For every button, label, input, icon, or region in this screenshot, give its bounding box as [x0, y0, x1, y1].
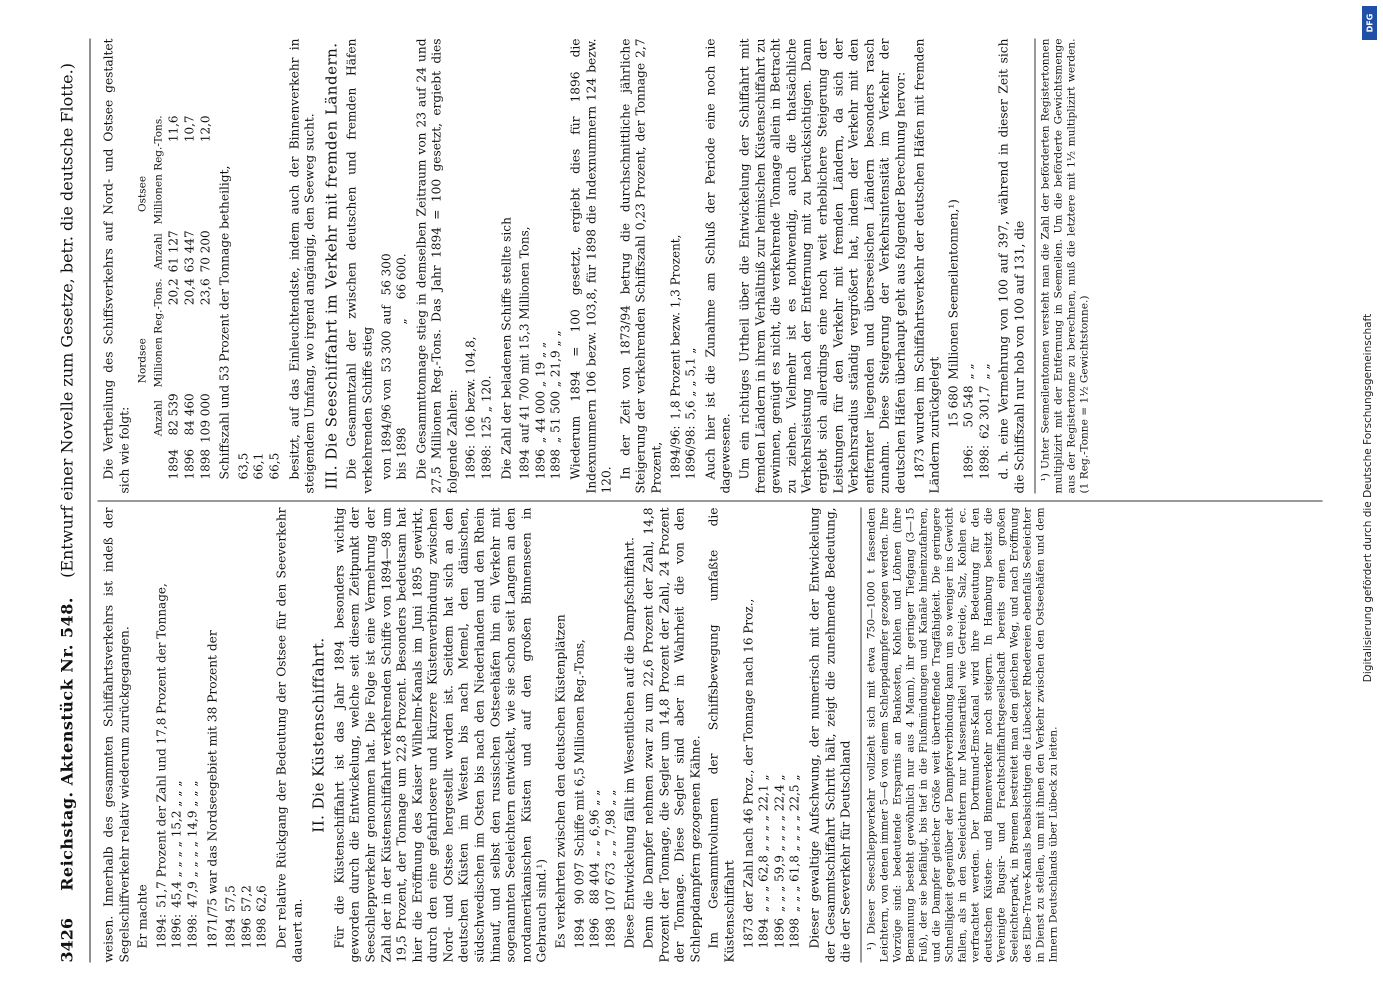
table-header-row	[136, 109, 152, 479]
paragraph: Die Zahl der beladenen Schiffe stellte sich	[499, 217, 514, 480]
header-rule	[90, 39, 91, 963]
table-cell: 62,6	[254, 885, 269, 912]
table-cell: 61 127	[166, 230, 181, 273]
table-cell: 88 404	[587, 862, 602, 905]
table-cell: 57,5	[223, 885, 238, 912]
table-cell: 107 673	[603, 862, 618, 912]
table-cell: 1894	[166, 448, 181, 480]
table-cell: 66 600.	[394, 253, 409, 300]
column-head-nordsee: Nordsee	[136, 338, 149, 384]
total-ships-table	[379, 247, 410, 479]
table-row	[668, 229, 684, 480]
table-cell: 51,7 Prozent der Zahl und 17,8 Prozent der Tonnage,	[154, 583, 169, 908]
nord-ostsee-table	[136, 109, 214, 479]
table-row	[224, 879, 240, 948]
table-cell: 1894	[223, 917, 238, 949]
table-cell: „ „ 6,96 „ „	[587, 789, 602, 857]
paragraph: Die Vertheilung des Schiffsverkehrs auf Nord- und Ostsee gestaltet sich wie folgt:	[101, 38, 132, 494]
table-cell: 1894:	[154, 913, 169, 949]
paragraph: Dieser gewaltige Aufschwung, der numerisch mit der Entwickelung der Gesammtschiffahrt Schritt hält, zeigt die zunehmende Bedeutung, die der Seeverkehr für Deutschland	[807, 507, 853, 963]
index-table	[464, 330, 495, 479]
table-row	[946, 193, 962, 479]
table-cell: „ „	[961, 363, 976, 380]
table-cell: 1896	[239, 917, 254, 949]
running-header	[58, 39, 88, 963]
paragraph: 1871/75 war das Nordseegebiet mit 38 Prozent der	[205, 630, 220, 949]
footnote	[1034, 39, 1091, 494]
table-cell: 1898	[548, 448, 563, 480]
coastal-share-table	[741, 593, 803, 949]
table-cell: 63 447	[182, 230, 197, 273]
paragraph: Auch hier ist die Zunahme am Schluß der Periode eine noch nie dagewesene.	[703, 38, 733, 494]
table-cell: 1898:	[977, 444, 992, 480]
table-cell: 66,5	[267, 452, 282, 480]
table-row	[182, 109, 198, 479]
paragraph: Im Gesammtvolumen der Schiffsbewegung umfaßte die Küstenschiffahrt	[706, 507, 737, 963]
running-subtitle: (Entwurf einer Novelle zum Gesetze, betr. die deutsche Flotte.)	[57, 63, 77, 578]
column-head-tons: Millionen Reg.-Tons.	[152, 115, 165, 225]
paragraph: Die Gesammtzahl der zwischen deutschen und fremden Häfen verkehrenden Schiffe stieg	[344, 38, 375, 494]
growth-table	[668, 229, 699, 480]
table-cell: 1898:	[479, 444, 494, 480]
document-page	[0, 1, 1383, 1001]
paragraph: Wiederum 1894 = 100 gesetzt, ergiebt dies für 1896 die Indexnummern 106 bezw. 103,8, für 1898 die Indexnummern 124 bezw. 120.	[568, 38, 614, 494]
coastal-traffic-table	[572, 633, 619, 948]
table-cell: 1894	[517, 448, 532, 480]
table-cell: 106 bezw. 104,8,	[463, 336, 478, 439]
table-cell: „	[394, 318, 409, 325]
table-cell: 90 097	[572, 862, 587, 905]
table-row	[684, 229, 700, 480]
digitization-note: Digitalisierung gefördert durch die Deutsche Forschungsgemeinschaft	[1362, 313, 1374, 683]
table-cell: 1896	[533, 448, 548, 480]
table-cell: Millionen Seemeilentonnen,¹)	[946, 199, 961, 380]
paragraph: Schiffszahl und 53 Prozent der Tonnage betheiligt,	[217, 165, 232, 480]
table-cell: 125 „ 120.	[479, 375, 494, 439]
column-head-ostsee: Ostsee	[136, 175, 149, 212]
table-cell: 1898:	[185, 913, 200, 949]
table-cell: von 1894/96 von	[379, 378, 393, 480]
table-cell: 1896:	[961, 444, 976, 480]
table-cell: 5,6 „ „ 5,1 „	[683, 347, 698, 420]
table-cell	[136, 443, 152, 480]
table-row	[185, 577, 201, 948]
table-cell	[395, 325, 411, 373]
table-cell: Schiffe mit 6,5 Millionen Reg.-Tons,	[572, 639, 587, 857]
table-cell: 1898	[198, 448, 213, 480]
page-content	[58, 39, 1323, 963]
table-row	[239, 879, 255, 948]
paragraph: weisen. Innerhalb des gesammten Schiffahrtsverkehrs ist indeß der Segelschiffverkehr relativ wiederum zurückgegangen.	[101, 507, 132, 963]
table-cell: 45,4 „ „ „ „ 15,2 „ „ „	[169, 780, 184, 908]
columns	[102, 39, 1323, 963]
table-cell: „ „ 7,98 „ „	[603, 789, 618, 857]
table-cell: bis 1898	[394, 427, 409, 480]
table-cell: 1896	[587, 917, 602, 949]
table-cell: 11,6	[166, 115, 181, 143]
table-row	[962, 193, 978, 479]
table-row	[533, 220, 549, 479]
table-cell: 50 548	[961, 385, 976, 428]
table-row	[977, 193, 993, 479]
table-cell: „ „ „ 61,8 „ „ „ „ 22,5 „	[787, 774, 802, 912]
table-row	[395, 247, 411, 479]
page-number: 3426	[57, 917, 77, 963]
footnote-text: ¹) Dieser Seeschleppverkehr vollzieht sich mit etwa 750—1000 t fassenden Leichtern, von denen immer 5—6 von einem Schleppdampfer gezogen werden. Ihre Vorzüge sind: bedeutende Ersparnis an Bankosten, Kohlen und Löhnen (ihre Bemannung besteht gewöhnlich nur aus 4 Mann), ihr geringer Tiefgang (3—15 Fuß), der sie befähigt, bis tief in die Flußmündungen und Kanäle hineinzufahren, und die Dampfer gleicher Größe weit übertreffende Tragfähigkeit. Die geringere Schnelligkeit gegenüber der Dampferverbindung kann um so weniger ins Gewicht fallen, als in den Seeleichtern nur Massenartikel wie Getreide, Salz, Kohlen ec. verfrachtet werden. Der Dortmund-Ems-Kanal wird ihre Bedeutung für den deutschen Küsten- und Binnenverkehr noch steigern. In Hamburg besitzt die Vereinigte Bugsir- und Frachtschiffahrtsgesellschaft bereits einen großen Seeleichterpark, in Bremen bestreitet man den gleichen Weg, und nach Eröffnung des Elbe-Trave-Kanals beabsichtigen die Lübecker Rhedereien ebenfalls Seeleichter in Dienst zu stellen, um mit ihnen den Verkehr zwischen den Ostseehäfen und dem Innern Deutschlands über Lübeck zu leiten.	[865, 507, 1060, 963]
table-row	[267, 447, 283, 480]
table-row	[757, 593, 773, 949]
table-cell: „ „ „ 59,9 „ „ „ „ 22,4 „	[772, 774, 787, 912]
share-table	[154, 577, 201, 948]
table-cell: 57,2	[239, 885, 254, 912]
table-cell: 1896	[182, 448, 197, 480]
paragraph: Denn die Dampfer nehmen zwar zu um 22,6 Prozent der Zahl, 14,8 Prozent der Tonnage, die Segler um 14,8 Prozent der Zahl, 24 Prozent der Tonnage. Diese Segler sind aber in Wahrheit die von den Schleppdampfern gezogenen Kähne.	[641, 507, 703, 963]
table-cell: 23,6	[198, 278, 213, 306]
side-credit	[1356, 8, 1380, 992]
table-row	[154, 577, 170, 948]
table-cell: 62 301,7	[977, 385, 992, 439]
table-cell: 82 539	[166, 393, 181, 436]
running-title: Reichstag. Aktenstück Nr. 548.	[57, 597, 77, 891]
left-column	[102, 508, 1323, 963]
table-cell: 1898	[254, 917, 269, 949]
table-row	[772, 593, 788, 949]
table-cell: 20,4	[182, 278, 197, 306]
paragraph: besitzt, auf das Einleuchtendste, indem auch der Binnenverkehr in steigendem Umfang, wo irgend angängig, den Seeweg sucht.	[287, 38, 317, 494]
table-row	[572, 633, 588, 948]
table-cell: 66,1	[251, 452, 266, 480]
share-continuation-table	[236, 447, 283, 480]
table-cell: 1896:	[169, 913, 184, 949]
paragraph: d. h. eine Vermehrung von 100 auf 397, während in dieser Zeit sich die Schiffszahl nur hob von 100 auf 131, die	[996, 38, 1027, 494]
footnote	[860, 508, 1060, 963]
paragraph: Diese Entwickelung fällt im Wesentlichen auf die Dampfschiffahrt.	[622, 537, 637, 949]
table-cell: 47,9 „ „ „ „ 14,9 „ „ „	[185, 780, 200, 908]
dfg-logo-text: DFG	[1365, 13, 1374, 33]
paragraph: Für die Küstenschiffahrt ist das Jahr 1894 besonders wichtig geworden durch die Entwickelung, welche seit diesem Zeitpunkt der Seeschleppverkehr genommen hat. Die Folge ist eine Vermehrung der Zahl der in der Küstenschiffahrt verkehrenden Schiffe von 1894—98 um 19,5 Prozent, der Tonnage um 22,8 Prozent. Besonders bedeutsam hat hier die Eröffnung des Kaiser Wilhelm-Kanals im Juni 1895 gewirkt, durch den eine gefahrlosere und kürzere Küstenverbindung zwischen Nord- und Ostsee hergestellt worden ist. Seitdem hat sich an den deutschen Küsten im Westen bis nach Memel, den dänischen, südschwedischen im Osten bis nach den Niederlanden und den Rhein hinauf, und selbst den russischen Ostseehäfen hin ein Verkehr mit sogenannten Seeleichtern entwickelt, wie sie schon seit Langem an den nordamerikanischen Küsten und auf den großen Binnenseen in Gebrauch sind.¹)	[332, 507, 549, 963]
table-cell: „ „ „ 62,8 „ „ „ „ 22,1 „	[756, 774, 771, 912]
paragraph: 1873 wurden im Schiffahrtsverkehr der deutschen Häfen mit fremden Ländern zurückgelegt	[912, 38, 942, 494]
section-heading: II. Die Küstenschiffahrt.	[309, 637, 328, 833]
table-row	[464, 330, 480, 479]
table-cell: 15 680	[946, 385, 961, 428]
table-cell: „ 51 500 „ 21,9 „ „	[548, 330, 563, 443]
table-cell	[151, 443, 167, 480]
table-cell: 1894	[756, 917, 771, 949]
table-cell: 1,8 Prozent bezw. 1,3 Prozent,	[668, 234, 683, 420]
table-cell: der Zahl nach 46 Proz., der Tonnage nach 16 Proz.,	[741, 598, 756, 912]
table-row	[588, 633, 604, 948]
table-row	[603, 633, 619, 948]
table-header-row	[151, 109, 167, 479]
table-cell: 109 000	[198, 393, 213, 443]
footnote-text: ¹) Unter Seemeilentonnen versteht man die Zahl der beförderten Registertonnen multiplizirt mit der Entfernung in Seemeilen. Um die beförderte Gewichtsmenge aus der Registertonne zu berechnen, muß die letztere mit 1½ multiplizirt werden. (1 Reg.-Tonne = 1½ Gewichtstonne.)	[1039, 38, 1091, 494]
column-head-count: Anzahl	[152, 400, 165, 437]
paragraph: Es verkehrten zwischen den deutschen Küstenplätzen	[553, 614, 568, 949]
table-cell: „ „	[977, 363, 992, 380]
table-cell: 1898	[787, 917, 802, 949]
paragraph: Der relative Rückgang der Bedeutung der Ostsee für den Seeverkehr dauert an.	[274, 507, 305, 963]
table-cell: 1896	[772, 917, 787, 949]
table-cell: 1894	[572, 917, 587, 949]
table-row	[518, 220, 534, 479]
paragraph: Die Gesammttonnage stieg in demselben Zeitraum von 23 auf 24 und 27,5 Millionen Reg.-Tons. Das Jahr 1894 = 100 gesetzt, ergiebt dies folgende Zahlen:	[414, 38, 460, 494]
table-cell: 1894/96:	[668, 425, 683, 480]
table-row	[379, 247, 395, 479]
table-row	[741, 593, 757, 949]
table-cell: auf	[379, 305, 393, 325]
table-cell: 53 300	[379, 330, 393, 373]
loaded-ships-table	[518, 220, 565, 479]
table-cell: „ 44 000 „ 19 „ „	[533, 341, 548, 443]
column-head-count: Anzahl	[152, 233, 165, 270]
table-row	[236, 447, 252, 480]
table-cell: 1898	[603, 917, 618, 949]
table-cell: 1873	[741, 917, 756, 949]
table-cell: auf 41 700 mit 15,3 Millionen Tons,	[517, 226, 532, 443]
table-row	[255, 879, 271, 948]
section-heading: III. Die Seeschiffahrt im Verkehr mit fremden Ländern.	[322, 42, 341, 490]
right-column	[102, 39, 1323, 494]
nordsee-share-table	[224, 879, 271, 948]
table-cell: 63,5	[236, 452, 251, 480]
table-cell	[946, 439, 962, 480]
table-cell: 84 460	[182, 393, 197, 436]
column-head-tons: Millionen Reg.-Tons.	[152, 278, 165, 388]
table-cell: 70 200	[198, 230, 213, 273]
table-row	[198, 109, 214, 479]
table-cell: 56 300	[379, 253, 393, 296]
paragraph: Um ein richtiges Urtheil über die Entwickelung der Schiffahrt mit fremden Ländern in ihrem Verhältniß zur heimischen Küstenschiffahrt zu gewinnen, genügt es nicht, die verkehrende Tonnage allein in Betracht zu ziehen. Vielmehr ist es nothwendig, auch die thatsächliche Verkehrsleistung nach der Entfernung mit zu berücksichtigen. Dann ergiebt sich allerdings eine noch weit erheblichere Steigerung der Leistungen für den Verkehr mit fremden Ländern, da sich der Verkehrsradius ständig vergrößert hat, indem der Verkehr mit den entfernter liegenden und überseeischen Ländern besonders rasch zunahm. Diese Steigerung der Verkehrsintensität im Verkehr der deutschen Häfen überhaupt geht aus folgender Berechnung hervor:	[737, 38, 908, 494]
table-cell: 1896:	[463, 444, 478, 480]
paragraph: In der Zeit von 1873/94 betrug die durchschnittliche jährliche Steigerung der verkehrenden Schiffszahl 0,23 Prozent, der Tonnage 2,7 Prozent,	[618, 38, 664, 494]
table-row	[549, 220, 565, 479]
table-row	[252, 447, 268, 480]
table-cell: 10,7	[182, 115, 197, 143]
table-row	[788, 593, 804, 949]
table-row	[167, 109, 183, 479]
table-row	[480, 330, 496, 479]
table-cell: 1896/98:	[683, 425, 698, 480]
seemile-table	[946, 193, 993, 479]
table-cell: 12,0	[198, 115, 213, 143]
paragraph: Er machte	[135, 884, 150, 949]
table-row	[170, 577, 186, 948]
table-cell: 20,2	[166, 278, 181, 306]
